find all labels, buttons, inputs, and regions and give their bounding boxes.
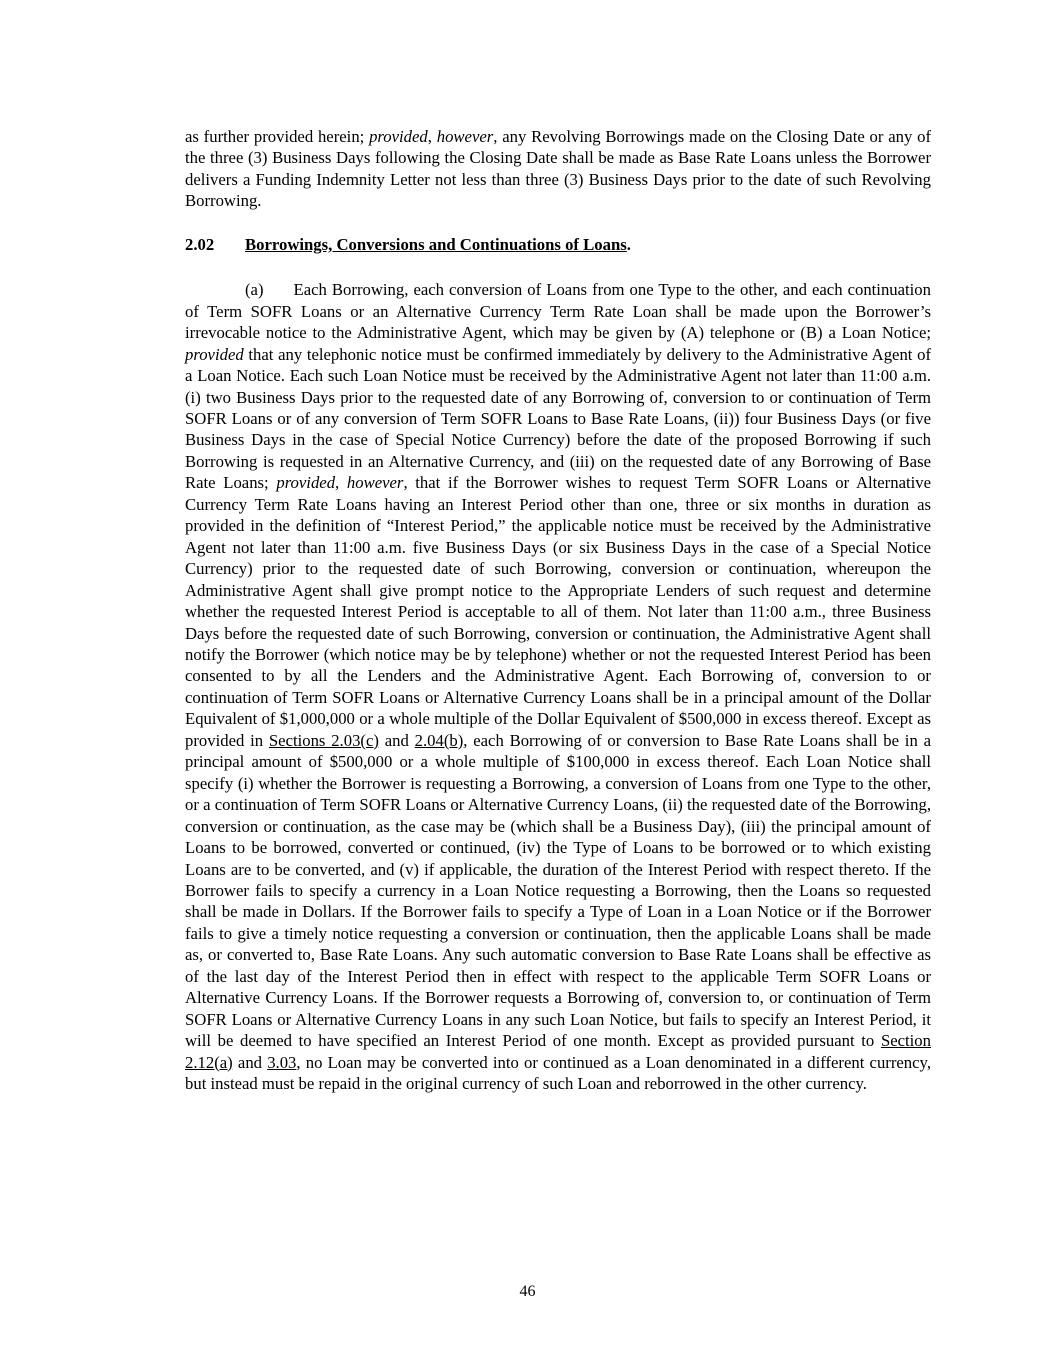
text-run: , (427, 127, 437, 146)
paragraph-a (185, 279, 931, 1094)
paragraph-a-text (185, 280, 931, 1093)
section-reference: 3.03 (267, 1052, 297, 1072)
paragraph-a-label: (a) (245, 280, 264, 300)
text-run: , any Revolving Borrowings made on the Closing Date or any of the three (3) Business Days following the Closing Date shall be made as Base Rate Loans unless the Borrower delivers a Funding Indemnity Letter not less than three (3) Business Days prior to the date of such Revolving Borrowing. (185, 127, 931, 211)
section-title-period: . (626, 234, 631, 254)
text-run: , each Borrowing of or conversion to Base Rate Loans shall be in a principal amount of $500,000 or a whole multiple of $100,000 in excess thereof. Each Loan Notice shall specify (i) whether the Borrower is requesting a Borrowing, a conversion of Loans from one Type to the other, or a continuation of Term SOFR Loans or Alternative Currency Loans, (ii) the requested date of the Borrowing, conversion or continuation, as the case may be (which shall be a Business Day), (iii) the principal amount of Loans to be borrowed, converted or continued, (iv) the Type of Loans to be borrowed or to which existing Loans are to be converted, and (v) if applicable, the duration of the Interest Period with respect thereto. If the Borrower fails to specify a currency in a Loan Notice requesting a Borrowing, then the Loans so requested shall be made in Dollars. If the Borrower fails to specify a Type of Loan in a Loan Notice or if the Borrower fails to give a timely notice requesting a conversion or continuation, then the applicable Loans shall be made as, or converted to, Base Rate Loans. Any such automatic conversion to Base Rate Loans shall be effective as of the last day of the Interest Period then in effect with respect to the applicable Term SOFR Loans or Alternative Currency Loans. If the Borrower requests a Borrowing of, conversion to, or continuation of Term SOFR Loans or Alternative Currency Loans in any such Loan Notice, but fails to specify an Interest Period, it will be deemed to have specified an Interest Period of one month. Except as provided pursuant to (185, 730, 931, 1051)
page-number: 46 (519, 1283, 536, 1300)
section-heading (185, 234, 931, 255)
text-run: , that if the Borrower wishes to request Term SOFR Loans or Alternative Currency Term Rate Loans having an Interest Period other than one, three or six months in duration as provided in the definition of “Interest Period,” the applicable notice must be received by the Administrative Agent not later than 11:00 a.m. five Business Days (or six Business Days in the case of a Special Notice Currency) prior to the requested date of such Borrowing, conversion or continuation, whereupon the Administrative Agent shall give prompt notice to the Appropriate Lenders of such request and determine whether the requested Interest Period is acceptable to all of them. Not later than 11:00 a.m., three Business Days before the requested date of such Borrowing, conversion or continuation, the Administrative Agent shall notify the Borrower (which notice may be by telephone) whether or not the requested Interest Period has been consented to by all the Lenders and the Administrative Agent. Each Borrowing of, conversion to or continuation of Term SOFR Loans or Alternative Currency Loans shall be in a principal amount of the Dollar Equivalent of $1,000,000 or a whole multiple of the Dollar Equivalent of $500,000 in excess thereof. Except as provided in (185, 473, 932, 750)
text-run: as further provided herein; (185, 127, 370, 146)
intro-paragraph (185, 126, 931, 212)
section-title: Borrowings, Conversions and Continuations of Loans (245, 234, 627, 254)
section-number: 2.02 (185, 234, 215, 254)
section-reference: Section 2.12(a) (185, 1031, 931, 1072)
text-run: and (232, 1052, 268, 1072)
text-run: provided (276, 473, 336, 493)
section-reference: Sections 2.03(c) (268, 730, 379, 750)
page-content (185, 126, 931, 1094)
text-run: however (346, 473, 404, 493)
text-run: that any telephonic notice must be confirmed immediately by delivery to the Administrative Agent of a Loan Notice. Each such Loan Notice must be received by the Administrative Agent not later than 11:00 a.m. (i) two Business Days prior to the requested date of any Borrowing of, conversion to or continuation of Term SOFR Loans or of any conversion of Term SOFR Loans to Base Rate Loans, (ii)) four Business Days (or five Business Days in the case of Special Notice Currency) before the date of the proposed Borrowing if such Borrowing is requested in an Alternative Currency, and (iii) on the requested date of any Borrowing of Base Rate Loans; (185, 344, 931, 493)
section-reference: 2.04(b) (414, 730, 464, 750)
text-run: , no Loan may be converted into or continued as a Loan denominated in a different currency, but instead must be repaid in the original currency of such Loan and reborrowed in the other currency. (185, 1052, 931, 1094)
text-run: however (436, 127, 494, 146)
text-run: Each Borrowing, each conversion of Loans from one Type to the other, and each continuation of Term SOFR Loans or an Alternative Currency Term Rate Loan shall be made upon the Borrower’s irrevocable notice to the Administrative Agent, which may be given by (A) telephone or (B) a Loan Notice; (185, 280, 931, 343)
text-run: provided (369, 127, 428, 146)
text-run: , (335, 473, 347, 493)
text-run: provided (185, 344, 244, 364)
text-run: and (378, 730, 415, 750)
